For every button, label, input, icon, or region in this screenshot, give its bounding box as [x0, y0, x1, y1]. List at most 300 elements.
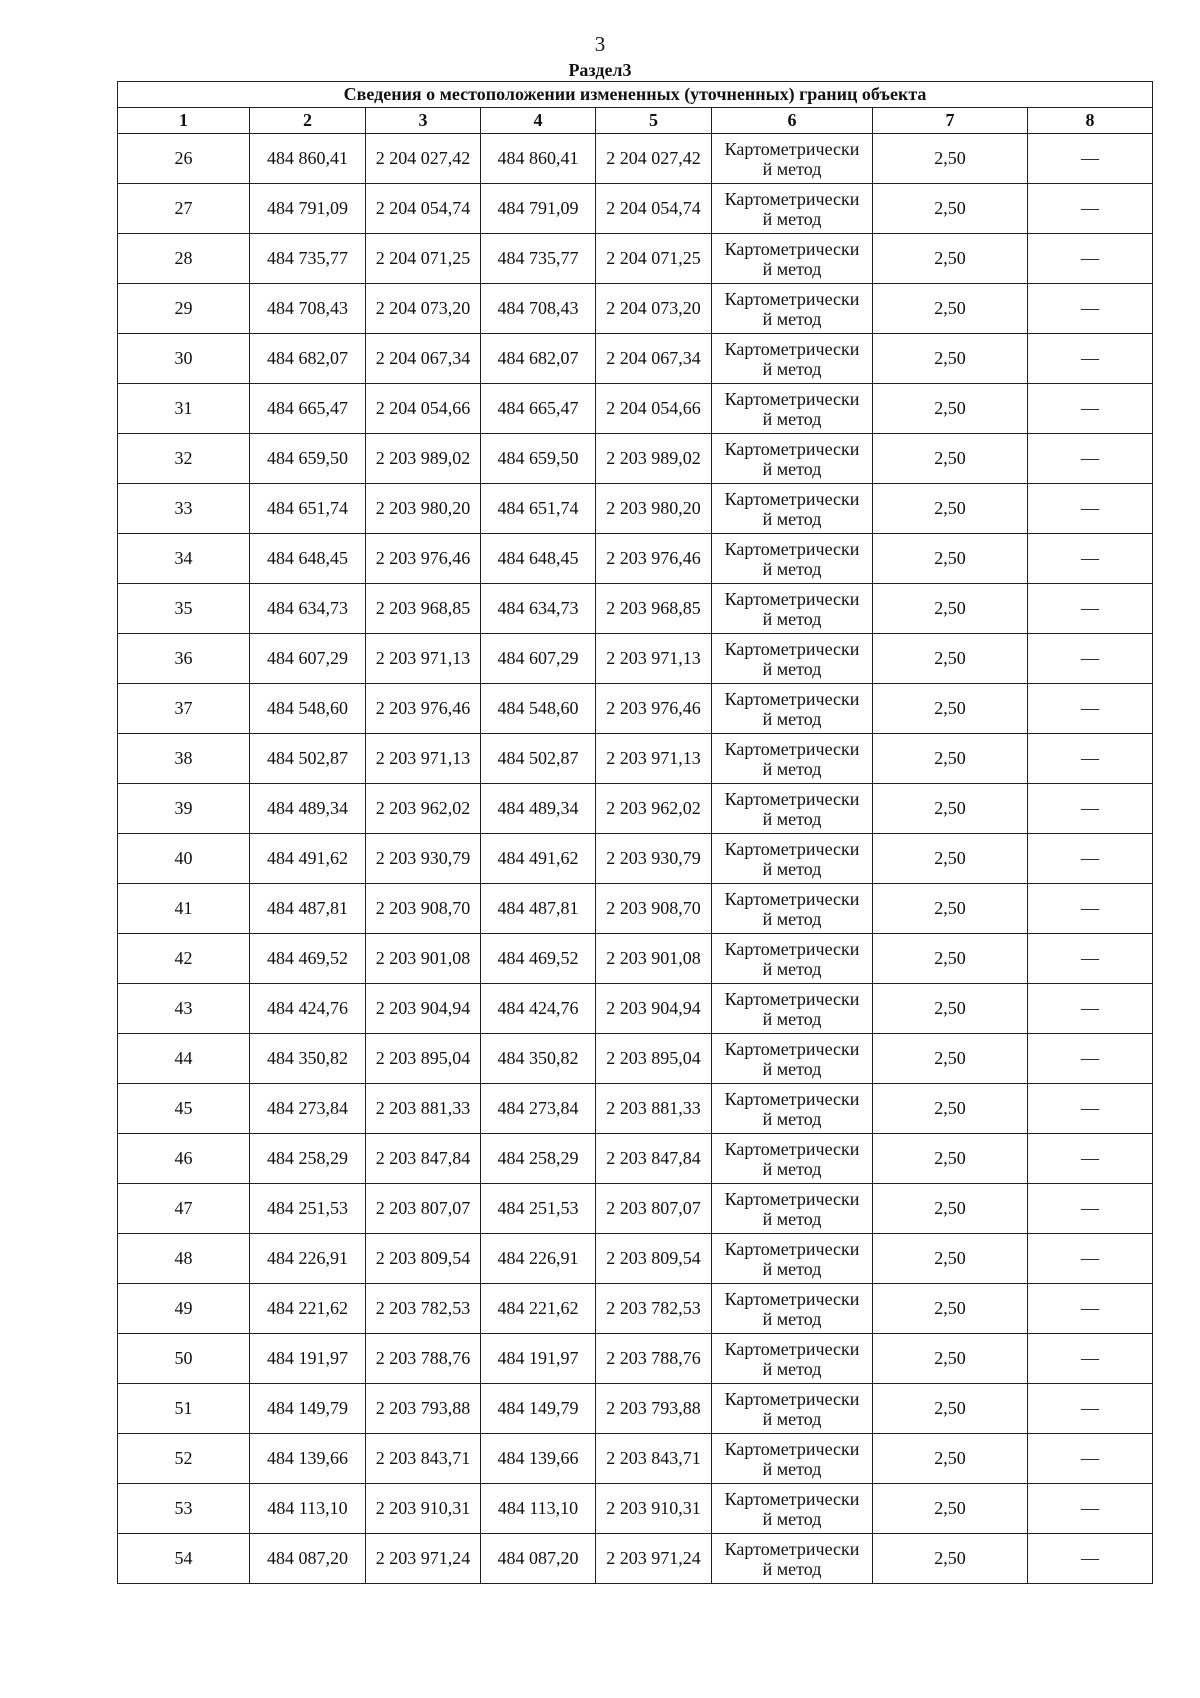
refined-y-cell: 2 204 027,42	[596, 134, 712, 184]
method-cell	[712, 234, 873, 284]
method-line: Картометрически	[724, 488, 860, 509]
table-row	[118, 984, 1153, 1034]
method-cell	[712, 1084, 873, 1134]
refined-x-cell: 484 665,47	[481, 384, 596, 434]
accuracy-cell: 2,50	[873, 134, 1028, 184]
accuracy-cell: 2,50	[873, 584, 1028, 634]
point-number-cell: 35	[118, 584, 250, 634]
existing-y-cell: 2 203 901,08	[366, 934, 481, 984]
table-row	[118, 534, 1153, 584]
method-line: Картометрически	[724, 1138, 860, 1159]
refined-x-cell: 484 860,41	[481, 134, 596, 184]
refined-y-cell: 2 204 071,25	[596, 234, 712, 284]
method-line: й метод	[762, 1308, 822, 1329]
refined-y-cell: 2 203 901,08	[596, 934, 712, 984]
note-cell: —	[1028, 634, 1153, 684]
method-line: й метод	[762, 1008, 822, 1029]
accuracy-cell: 2,50	[873, 484, 1028, 534]
accuracy-cell: 2,50	[873, 1384, 1028, 1434]
method-line: й метод	[762, 508, 822, 529]
refined-x-cell: 484 651,74	[481, 484, 596, 534]
point-number-cell: 43	[118, 984, 250, 1034]
existing-x-cell: 484 113,10	[250, 1484, 366, 1534]
method-cell	[712, 584, 873, 634]
table-row	[118, 834, 1153, 884]
accuracy-cell: 2,50	[873, 434, 1028, 484]
method-cell	[712, 334, 873, 384]
method-line: й метод	[762, 858, 822, 879]
method-line: Картометрически	[724, 1438, 860, 1459]
accuracy-cell: 2,50	[873, 834, 1028, 884]
accuracy-cell: 2,50	[873, 1534, 1028, 1584]
existing-x-cell: 484 258,29	[250, 1134, 366, 1184]
note-cell: —	[1028, 834, 1153, 884]
method-line: й метод	[762, 608, 822, 629]
point-number-cell: 40	[118, 834, 250, 884]
existing-y-cell: 2 203 930,79	[366, 834, 481, 884]
method-cell	[712, 834, 873, 884]
accuracy-cell: 2,50	[873, 984, 1028, 1034]
existing-x-cell: 484 682,07	[250, 334, 366, 384]
table-row	[118, 684, 1153, 734]
accuracy-cell: 2,50	[873, 534, 1028, 584]
method-line: й метод	[762, 258, 822, 279]
refined-y-cell: 2 203 847,84	[596, 1134, 712, 1184]
method-cell	[712, 284, 873, 334]
point-number-cell: 28	[118, 234, 250, 284]
refined-y-cell: 2 203 971,13	[596, 734, 712, 784]
table-row	[118, 434, 1153, 484]
method-cell	[712, 484, 873, 534]
refined-y-cell: 2 204 073,20	[596, 284, 712, 334]
method-line: Картометрически	[724, 1538, 860, 1559]
column-number-header: 5	[596, 108, 712, 134]
existing-x-cell: 484 659,50	[250, 434, 366, 484]
note-cell: —	[1028, 1084, 1153, 1134]
method-line: й метод	[762, 808, 822, 829]
point-number-cell: 54	[118, 1534, 250, 1584]
method-line: й метод	[762, 208, 822, 229]
table-row	[118, 1334, 1153, 1384]
method-cell	[712, 634, 873, 684]
existing-y-cell: 2 203 895,04	[366, 1034, 481, 1084]
accuracy-cell: 2,50	[873, 1234, 1028, 1284]
point-number-cell: 34	[118, 534, 250, 584]
method-line: Картометрически	[724, 238, 860, 259]
table-row	[118, 1484, 1153, 1534]
point-number-cell: 32	[118, 434, 250, 484]
method-line: й метод	[762, 1108, 822, 1129]
note-cell: —	[1028, 884, 1153, 934]
refined-y-cell: 2 204 054,66	[596, 384, 712, 434]
accuracy-cell: 2,50	[873, 634, 1028, 684]
existing-y-cell: 2 203 910,31	[366, 1484, 481, 1534]
table-row	[118, 1434, 1153, 1484]
refined-x-cell: 484 708,43	[481, 284, 596, 334]
table-row	[118, 1234, 1153, 1284]
table-row	[118, 1184, 1153, 1234]
accuracy-cell: 2,50	[873, 1184, 1028, 1234]
existing-y-cell: 2 203 971,13	[366, 734, 481, 784]
method-line: Картометрически	[724, 1238, 860, 1259]
existing-x-cell: 484 087,20	[250, 1534, 366, 1584]
point-number-cell: 50	[118, 1334, 250, 1384]
method-cell	[712, 684, 873, 734]
refined-x-cell: 484 149,79	[481, 1384, 596, 1434]
refined-y-cell: 2 203 976,46	[596, 684, 712, 734]
method-cell	[712, 1434, 873, 1484]
existing-y-cell: 2 203 989,02	[366, 434, 481, 484]
accuracy-cell: 2,50	[873, 1284, 1028, 1334]
note-cell: —	[1028, 784, 1153, 834]
table-row	[118, 634, 1153, 684]
method-cell	[712, 1534, 873, 1584]
existing-y-cell: 2 204 054,74	[366, 184, 481, 234]
refined-x-cell: 484 502,87	[481, 734, 596, 784]
existing-y-cell: 2 203 968,85	[366, 584, 481, 634]
existing-y-cell: 2 204 027,42	[366, 134, 481, 184]
refined-y-cell: 2 203 908,70	[596, 884, 712, 934]
method-line: Картометрически	[724, 938, 860, 959]
refined-y-cell: 2 204 054,74	[596, 184, 712, 234]
point-number-cell: 47	[118, 1184, 250, 1234]
accuracy-cell: 2,50	[873, 784, 1028, 834]
point-number-cell: 48	[118, 1234, 250, 1284]
refined-y-cell: 2 203 930,79	[596, 834, 712, 884]
existing-y-cell: 2 204 054,66	[366, 384, 481, 434]
table-row	[118, 1534, 1153, 1584]
table-row	[118, 784, 1153, 834]
column-number-header: 7	[873, 108, 1028, 134]
method-line: й метод	[762, 658, 822, 679]
method-line: Картометрически	[724, 1038, 860, 1059]
point-number-cell: 49	[118, 1284, 250, 1334]
method-line: й метод	[762, 1408, 822, 1429]
existing-y-cell: 2 204 073,20	[366, 284, 481, 334]
existing-x-cell: 484 548,60	[250, 684, 366, 734]
accuracy-cell: 2,50	[873, 384, 1028, 434]
table-row	[118, 1084, 1153, 1134]
method-line: Картометрически	[724, 738, 860, 759]
method-cell	[712, 984, 873, 1034]
accuracy-cell: 2,50	[873, 1434, 1028, 1484]
refined-x-cell: 484 791,09	[481, 184, 596, 234]
refined-y-cell: 2 203 782,53	[596, 1284, 712, 1334]
refined-y-cell: 2 203 980,20	[596, 484, 712, 534]
method-cell	[712, 734, 873, 784]
existing-x-cell: 484 860,41	[250, 134, 366, 184]
accuracy-cell: 2,50	[873, 684, 1028, 734]
existing-y-cell: 2 203 971,13	[366, 634, 481, 684]
table-row	[118, 1384, 1153, 1434]
table-row	[118, 134, 1153, 184]
table-row	[118, 1134, 1153, 1184]
existing-y-cell: 2 203 980,20	[366, 484, 481, 534]
point-number-cell: 46	[118, 1134, 250, 1184]
column-number-header: 2	[250, 108, 366, 134]
method-cell	[712, 434, 873, 484]
refined-x-cell: 484 682,07	[481, 334, 596, 384]
method-line: й метод	[762, 758, 822, 779]
note-cell: —	[1028, 434, 1153, 484]
existing-x-cell: 484 226,91	[250, 1234, 366, 1284]
note-cell: —	[1028, 1284, 1153, 1334]
table-row	[118, 484, 1153, 534]
existing-x-cell: 484 502,87	[250, 734, 366, 784]
point-number-cell: 41	[118, 884, 250, 934]
method-line: й метод	[762, 1058, 822, 1079]
method-cell	[712, 1384, 873, 1434]
table-caption: Сведения о местоположении измененных (уточненных) границ объекта	[118, 82, 1153, 108]
method-line: Картометрически	[724, 688, 860, 709]
method-line: й метод	[762, 1508, 822, 1529]
note-cell: —	[1028, 1384, 1153, 1434]
note-cell: —	[1028, 1034, 1153, 1084]
method-line: Картометрически	[724, 1188, 860, 1209]
method-line: й метод	[762, 558, 822, 579]
method-line: Картометрически	[724, 538, 860, 559]
existing-y-cell: 2 204 067,34	[366, 334, 481, 384]
existing-x-cell: 484 708,43	[250, 284, 366, 334]
existing-x-cell: 484 139,66	[250, 1434, 366, 1484]
refined-x-cell: 484 139,66	[481, 1434, 596, 1484]
point-number-cell: 33	[118, 484, 250, 534]
note-cell: —	[1028, 584, 1153, 634]
table-row	[118, 734, 1153, 784]
table-row	[118, 1284, 1153, 1334]
method-line: й метод	[762, 1458, 822, 1479]
accuracy-cell: 2,50	[873, 284, 1028, 334]
table-row	[118, 184, 1153, 234]
method-line: Картометрически	[724, 588, 860, 609]
refined-x-cell: 484 226,91	[481, 1234, 596, 1284]
table-row	[118, 584, 1153, 634]
refined-y-cell: 2 203 809,54	[596, 1234, 712, 1284]
refined-x-cell: 484 489,34	[481, 784, 596, 834]
accuracy-cell: 2,50	[873, 234, 1028, 284]
refined-x-cell: 484 607,29	[481, 634, 596, 684]
page-number: 3	[594, 32, 606, 56]
method-line: Картометрически	[724, 438, 860, 459]
method-cell	[712, 1134, 873, 1184]
method-line: Картометрически	[724, 638, 860, 659]
point-number-cell: 45	[118, 1084, 250, 1134]
table-caption-row	[118, 82, 1153, 108]
column-number-header: 6	[712, 108, 873, 134]
note-cell: —	[1028, 1484, 1153, 1534]
method-line: й метод	[762, 1358, 822, 1379]
note-cell: —	[1028, 284, 1153, 334]
column-number-header: 3	[366, 108, 481, 134]
method-line: Картометрически	[724, 188, 860, 209]
existing-x-cell: 484 489,34	[250, 784, 366, 834]
method-line: й метод	[762, 958, 822, 979]
method-line: й метод	[762, 1258, 822, 1279]
table-row	[118, 1034, 1153, 1084]
refined-y-cell: 2 203 793,88	[596, 1384, 712, 1434]
point-number-cell: 38	[118, 734, 250, 784]
refined-x-cell: 484 350,82	[481, 1034, 596, 1084]
method-line: Картометрически	[724, 338, 860, 359]
table-row	[118, 334, 1153, 384]
point-number-cell: 30	[118, 334, 250, 384]
existing-y-cell: 2 203 782,53	[366, 1284, 481, 1334]
method-cell	[712, 1284, 873, 1334]
point-number-cell: 37	[118, 684, 250, 734]
accuracy-cell: 2,50	[873, 1484, 1028, 1534]
note-cell: —	[1028, 1234, 1153, 1284]
method-line: Картометрически	[724, 1488, 860, 1509]
refined-x-cell: 484 648,45	[481, 534, 596, 584]
refined-x-cell: 484 258,29	[481, 1134, 596, 1184]
method-line: Картометрически	[724, 788, 860, 809]
method-line: й метод	[762, 408, 822, 429]
refined-x-cell: 484 113,10	[481, 1484, 596, 1534]
refined-x-cell: 484 087,20	[481, 1534, 596, 1584]
method-line: Картометрически	[724, 1288, 860, 1309]
refined-y-cell: 2 203 962,02	[596, 784, 712, 834]
point-number-cell: 42	[118, 934, 250, 984]
point-number-cell: 26	[118, 134, 250, 184]
existing-y-cell: 2 203 976,46	[366, 534, 481, 584]
table-row	[118, 384, 1153, 434]
refined-x-cell: 484 735,77	[481, 234, 596, 284]
existing-y-cell: 2 203 881,33	[366, 1084, 481, 1134]
refined-x-cell: 484 487,81	[481, 884, 596, 934]
existing-y-cell: 2 203 788,76	[366, 1334, 481, 1384]
existing-x-cell: 484 350,82	[250, 1034, 366, 1084]
accuracy-cell: 2,50	[873, 1034, 1028, 1084]
refined-x-cell: 484 424,76	[481, 984, 596, 1034]
refined-y-cell: 2 203 968,85	[596, 584, 712, 634]
method-cell	[712, 884, 873, 934]
refined-y-cell: 2 203 971,13	[596, 634, 712, 684]
method-line: Картометрически	[724, 888, 860, 909]
refined-y-cell: 2 203 910,31	[596, 1484, 712, 1534]
existing-y-cell: 2 203 908,70	[366, 884, 481, 934]
existing-x-cell: 484 735,77	[250, 234, 366, 284]
method-line: Картометрически	[724, 1388, 860, 1409]
note-cell: —	[1028, 934, 1153, 984]
accuracy-cell: 2,50	[873, 934, 1028, 984]
section-title: Раздел3	[568, 60, 632, 80]
existing-y-cell: 2 203 971,24	[366, 1534, 481, 1584]
method-line: Картометрически	[724, 138, 860, 159]
table-row	[118, 934, 1153, 984]
method-line: й метод	[762, 158, 822, 179]
note-cell: —	[1028, 134, 1153, 184]
existing-y-cell: 2 203 793,88	[366, 1384, 481, 1434]
refined-y-cell: 2 203 788,76	[596, 1334, 712, 1384]
point-number-cell: 44	[118, 1034, 250, 1084]
refined-y-cell: 2 204 067,34	[596, 334, 712, 384]
method-line: й метод	[762, 708, 822, 729]
refined-x-cell: 484 251,53	[481, 1184, 596, 1234]
existing-x-cell: 484 221,62	[250, 1284, 366, 1334]
point-number-cell: 39	[118, 784, 250, 834]
note-cell: —	[1028, 184, 1153, 234]
existing-y-cell: 2 203 962,02	[366, 784, 481, 834]
method-line: й метод	[762, 358, 822, 379]
existing-x-cell: 484 149,79	[250, 1384, 366, 1434]
method-line: Картометрически	[724, 1088, 860, 1109]
refined-y-cell: 2 203 904,94	[596, 984, 712, 1034]
method-cell	[712, 1034, 873, 1084]
method-cell	[712, 1184, 873, 1234]
existing-y-cell: 2 203 976,46	[366, 684, 481, 734]
refined-x-cell: 484 469,52	[481, 934, 596, 984]
refined-y-cell: 2 203 807,07	[596, 1184, 712, 1234]
method-line: й метод	[762, 908, 822, 929]
table-row	[118, 284, 1153, 334]
note-cell: —	[1028, 1334, 1153, 1384]
column-number-header: 1	[118, 108, 250, 134]
refined-x-cell: 484 191,97	[481, 1334, 596, 1384]
existing-y-cell: 2 203 847,84	[366, 1134, 481, 1184]
note-cell: —	[1028, 384, 1153, 434]
refined-y-cell: 2 203 971,24	[596, 1534, 712, 1584]
existing-x-cell: 484 487,81	[250, 884, 366, 934]
existing-x-cell: 484 251,53	[250, 1184, 366, 1234]
point-number-cell: 31	[118, 384, 250, 434]
note-cell: —	[1028, 734, 1153, 784]
note-cell: —	[1028, 534, 1153, 584]
existing-x-cell: 484 648,45	[250, 534, 366, 584]
point-number-cell: 52	[118, 1434, 250, 1484]
method-line: й метод	[762, 1208, 822, 1229]
method-line: Картометрически	[724, 838, 860, 859]
column-number-row	[118, 108, 1153, 134]
existing-x-cell: 484 651,74	[250, 484, 366, 534]
method-cell	[712, 1234, 873, 1284]
method-cell	[712, 1334, 873, 1384]
accuracy-cell: 2,50	[873, 1084, 1028, 1134]
accuracy-cell: 2,50	[873, 1334, 1028, 1384]
refined-x-cell: 484 659,50	[481, 434, 596, 484]
existing-x-cell: 484 491,62	[250, 834, 366, 884]
boundary-coordinates-table	[117, 81, 1153, 1584]
table-row	[118, 234, 1153, 284]
refined-y-cell: 2 203 843,71	[596, 1434, 712, 1484]
method-line: й метод	[762, 1558, 822, 1579]
existing-x-cell: 484 607,29	[250, 634, 366, 684]
refined-y-cell: 2 203 976,46	[596, 534, 712, 584]
method-cell	[712, 534, 873, 584]
method-cell	[712, 184, 873, 234]
accuracy-cell: 2,50	[873, 734, 1028, 784]
method-cell	[712, 384, 873, 434]
refined-x-cell: 484 491,62	[481, 834, 596, 884]
existing-x-cell: 484 665,47	[250, 384, 366, 434]
method-line: Картометрически	[724, 1338, 860, 1359]
accuracy-cell: 2,50	[873, 334, 1028, 384]
point-number-cell: 53	[118, 1484, 250, 1534]
method-line: Картометрически	[724, 388, 860, 409]
existing-x-cell: 484 791,09	[250, 184, 366, 234]
method-cell	[712, 934, 873, 984]
method-line: Картометрически	[724, 288, 860, 309]
note-cell: —	[1028, 1534, 1153, 1584]
method-cell	[712, 1484, 873, 1534]
point-number-cell: 29	[118, 284, 250, 334]
method-line: й метод	[762, 1158, 822, 1179]
existing-y-cell: 2 204 071,25	[366, 234, 481, 284]
accuracy-cell: 2,50	[873, 1134, 1028, 1184]
existing-y-cell: 2 203 904,94	[366, 984, 481, 1034]
note-cell: —	[1028, 334, 1153, 384]
table-row	[118, 884, 1153, 934]
note-cell: —	[1028, 1434, 1153, 1484]
